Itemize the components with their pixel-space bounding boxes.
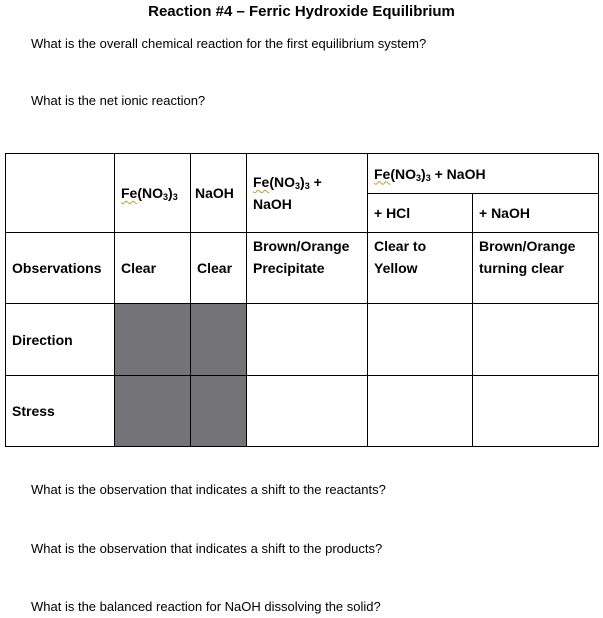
observation-hcl: Clear to Yellow: [368, 233, 473, 304]
equilibrium-table: [5, 153, 599, 447]
page-title: Reaction #4 – Ferric Hydroxide Equilibrium: [148, 3, 455, 20]
stress-mix-cell[interactable]: [247, 376, 368, 447]
direction-mix-cell[interactable]: [247, 304, 368, 376]
question-naoh-dissolving: What is the balanced reaction for NaOH dissolving the solid?: [31, 599, 381, 614]
header-fe-no3-plus-naoh: $Fe(NO_3)_3$ + NaOH: [247, 154, 368, 233]
stress-fe-no3-shaded: [115, 376, 191, 447]
stress-hcl-cell[interactable]: [368, 376, 473, 447]
direction-hcl-cell[interactable]: [368, 304, 473, 376]
question-overall-reaction: What is the overall chemical reaction for the first equilibrium system?: [31, 36, 427, 51]
header-plus-hcl: + HCl: [368, 194, 473, 233]
observation-mix: Brown/Orange Precipitate: [247, 233, 368, 304]
header-fe-no3-naoh-group: $Fe(NO_3)_3$ + NaOH: [368, 154, 599, 194]
observation-naoh: Clear: [191, 233, 247, 304]
row-label-observations: Observations: [6, 233, 115, 304]
header-empty-cell: [6, 154, 115, 233]
header-naoh: NaOH: [191, 154, 247, 233]
observation-naoh-add: Brown/Orange turning clear: [473, 233, 599, 304]
direction-naoh-add-cell[interactable]: [473, 304, 599, 376]
observation-fe-no3: Clear: [115, 233, 191, 304]
direction-fe-no3-shaded: [115, 304, 191, 376]
stress-naoh-add-cell[interactable]: [473, 376, 599, 447]
row-label-stress: Stress: [6, 376, 115, 447]
question-shift-reactants: What is the observation that indicates a shift to the reactants?: [31, 482, 386, 497]
row-label-direction: Direction: [6, 304, 115, 376]
header-fe-no3: $Fe(NO_3)_3$: [115, 154, 191, 233]
question-shift-products: What is the observation that indicates a shift to the products?: [31, 541, 383, 556]
header-plus-naoh: + NaOH: [473, 194, 599, 233]
direction-naoh-shaded: [191, 304, 247, 376]
question-net-ionic: What is the net ionic reaction?: [31, 93, 206, 108]
stress-naoh-shaded: [191, 376, 247, 447]
